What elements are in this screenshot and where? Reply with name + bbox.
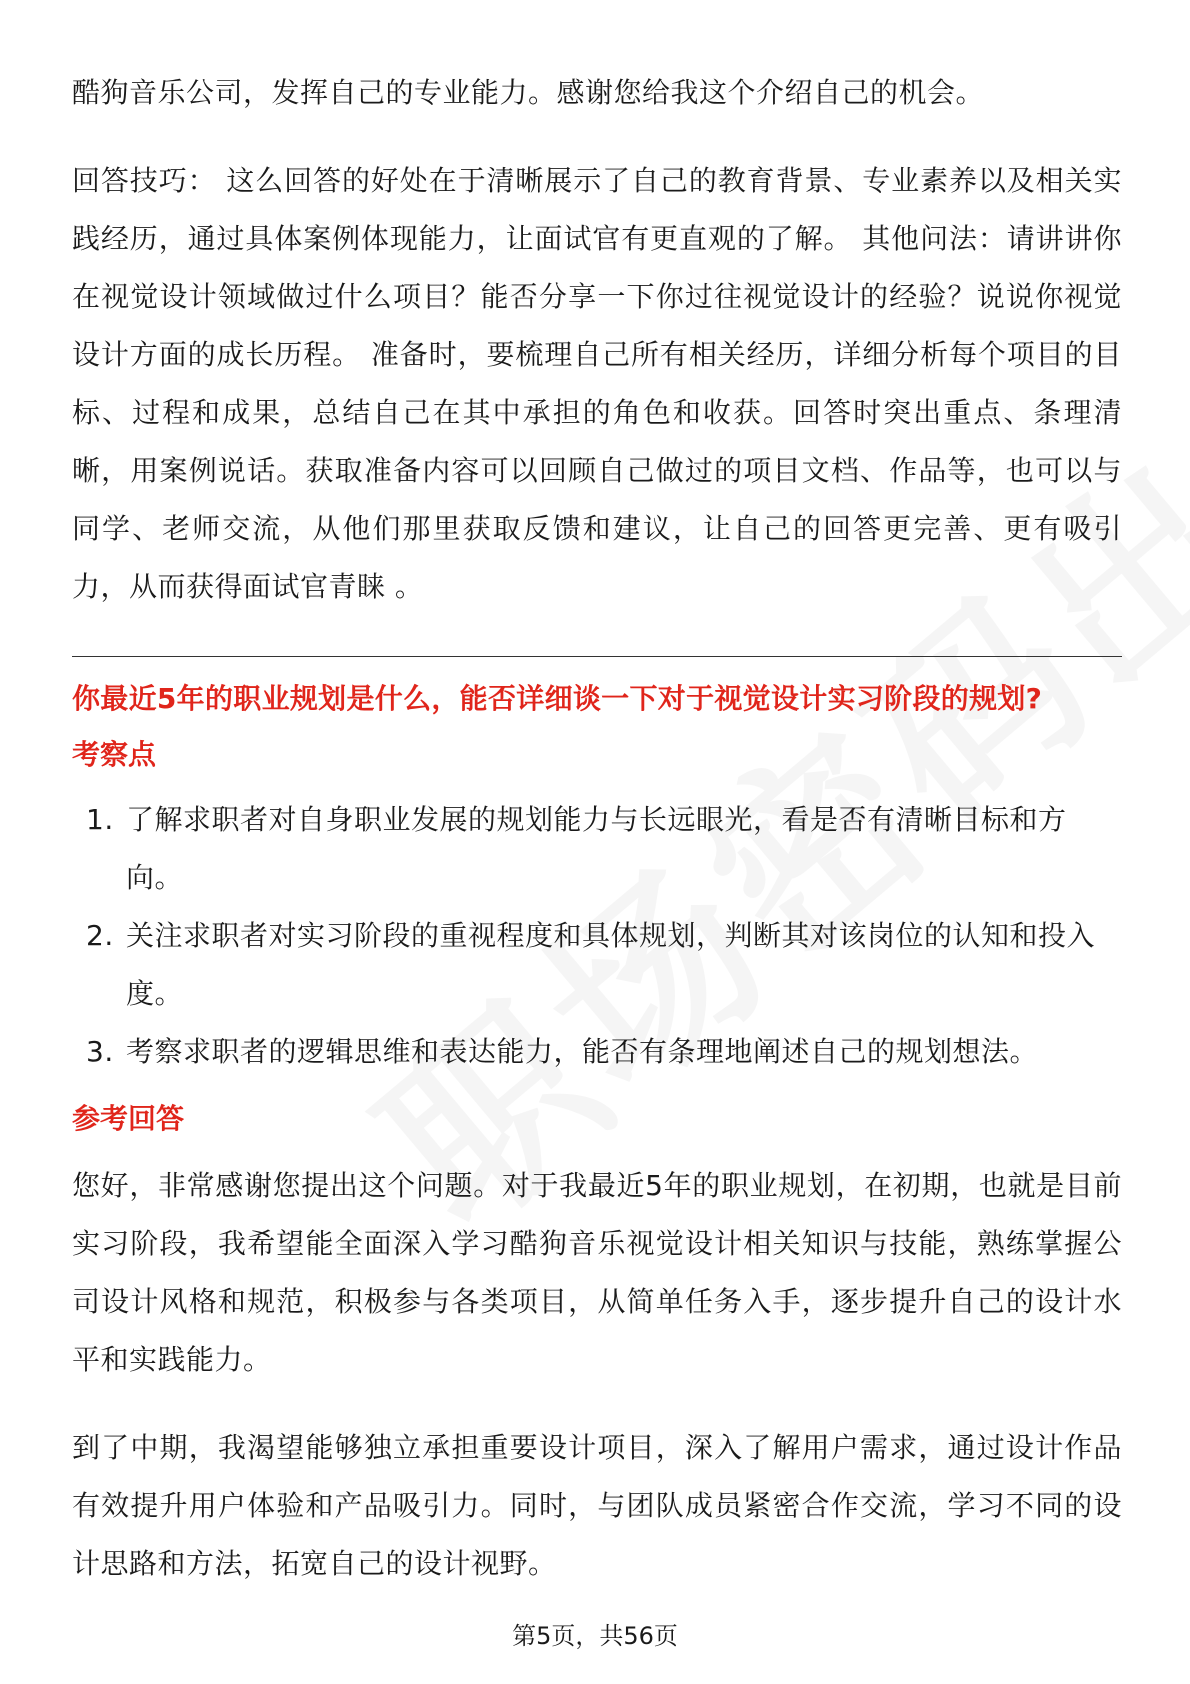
tips-paragraph: 回答技巧： 这么回答的好处在于清晰展示了自己的教育背景、专业素养以及相关实践经历，通过具体案例体现能力，让面试官有更直观的了解。 其他问法：请讲讲你在视觉设计领域做过什么项目？能否分享一下你过往视觉设计的经验？说说你视觉设计方面的成长历程。 准备时，要梳理自己所有相关经历，详细分析每个项目的目标、过程和成果，总结自己在其中承担的角色和收获。回答时突出重点、条理清晰，用案例说话。获取准备内容可以回顾自己做过的项目文档、作品等，也可以与同学、老师交流，从他们那里获取反馈和建议，让自己的回答更完善、更有吸引力，从而获得面试官青睐 。: [72, 164, 1122, 603]
list-item-number: 1.: [86, 803, 114, 836]
list-item: [72, 791, 1122, 907]
question-heading: 你最近5年的职业规划是什么，能否详细谈一下对于视觉设计实习阶段的规划?: [72, 682, 1043, 715]
list-item: [72, 1023, 1122, 1081]
list-item-number: 3.: [86, 1035, 114, 1068]
page-footer: 第5页，共56页: [512, 1622, 678, 1650]
exam-points-list: [72, 791, 1122, 1081]
answer-paragraph: 到了中期，我渴望能够独立承担重要设计项目，深入了解用户需求，通过设计作品有效提升用户体验和产品吸引力。同时，与团队成员紧密合作交流，学习不同的设计思路和方法，拓宽自己的设计视野。: [72, 1431, 1122, 1580]
intro-tail-paragraph: 酷狗音乐公司，发挥自己的专业能力。感谢您给我这个介绍自己的机会。: [72, 76, 985, 109]
list-item-text: 了解求职者对自身职业发展的规划能力与长远眼光，看是否有清晰目标和方向。: [126, 803, 1067, 894]
list-item: [72, 907, 1122, 1023]
list-item-text: 关注求职者对实习阶段的重视程度和具体规划，判断其对该岗位的认知和投入度。: [126, 919, 1096, 1010]
reference-answer-heading: 参考回答: [72, 1102, 185, 1135]
answer-paragraph: 您好，非常感谢您提出这个问题。对于我最近5年的职业规划，在初期，也就是目前实习阶段，我希望能全面深入学习酷狗音乐视觉设计相关知识与技能，熟练掌握公司设计风格和规范，积极参与各类项目，从简单任务入手，逐步提升自己的设计水平和实践能力。: [72, 1169, 1122, 1376]
page-content: [72, 64, 1122, 1593]
list-item-number: 2.: [86, 919, 114, 952]
exam-points-heading: 考察点: [72, 738, 157, 771]
list-item-text: 考察求职者的逻辑思维和表达能力，能否有条理地阐述自己的规划想法。: [126, 1035, 1039, 1068]
